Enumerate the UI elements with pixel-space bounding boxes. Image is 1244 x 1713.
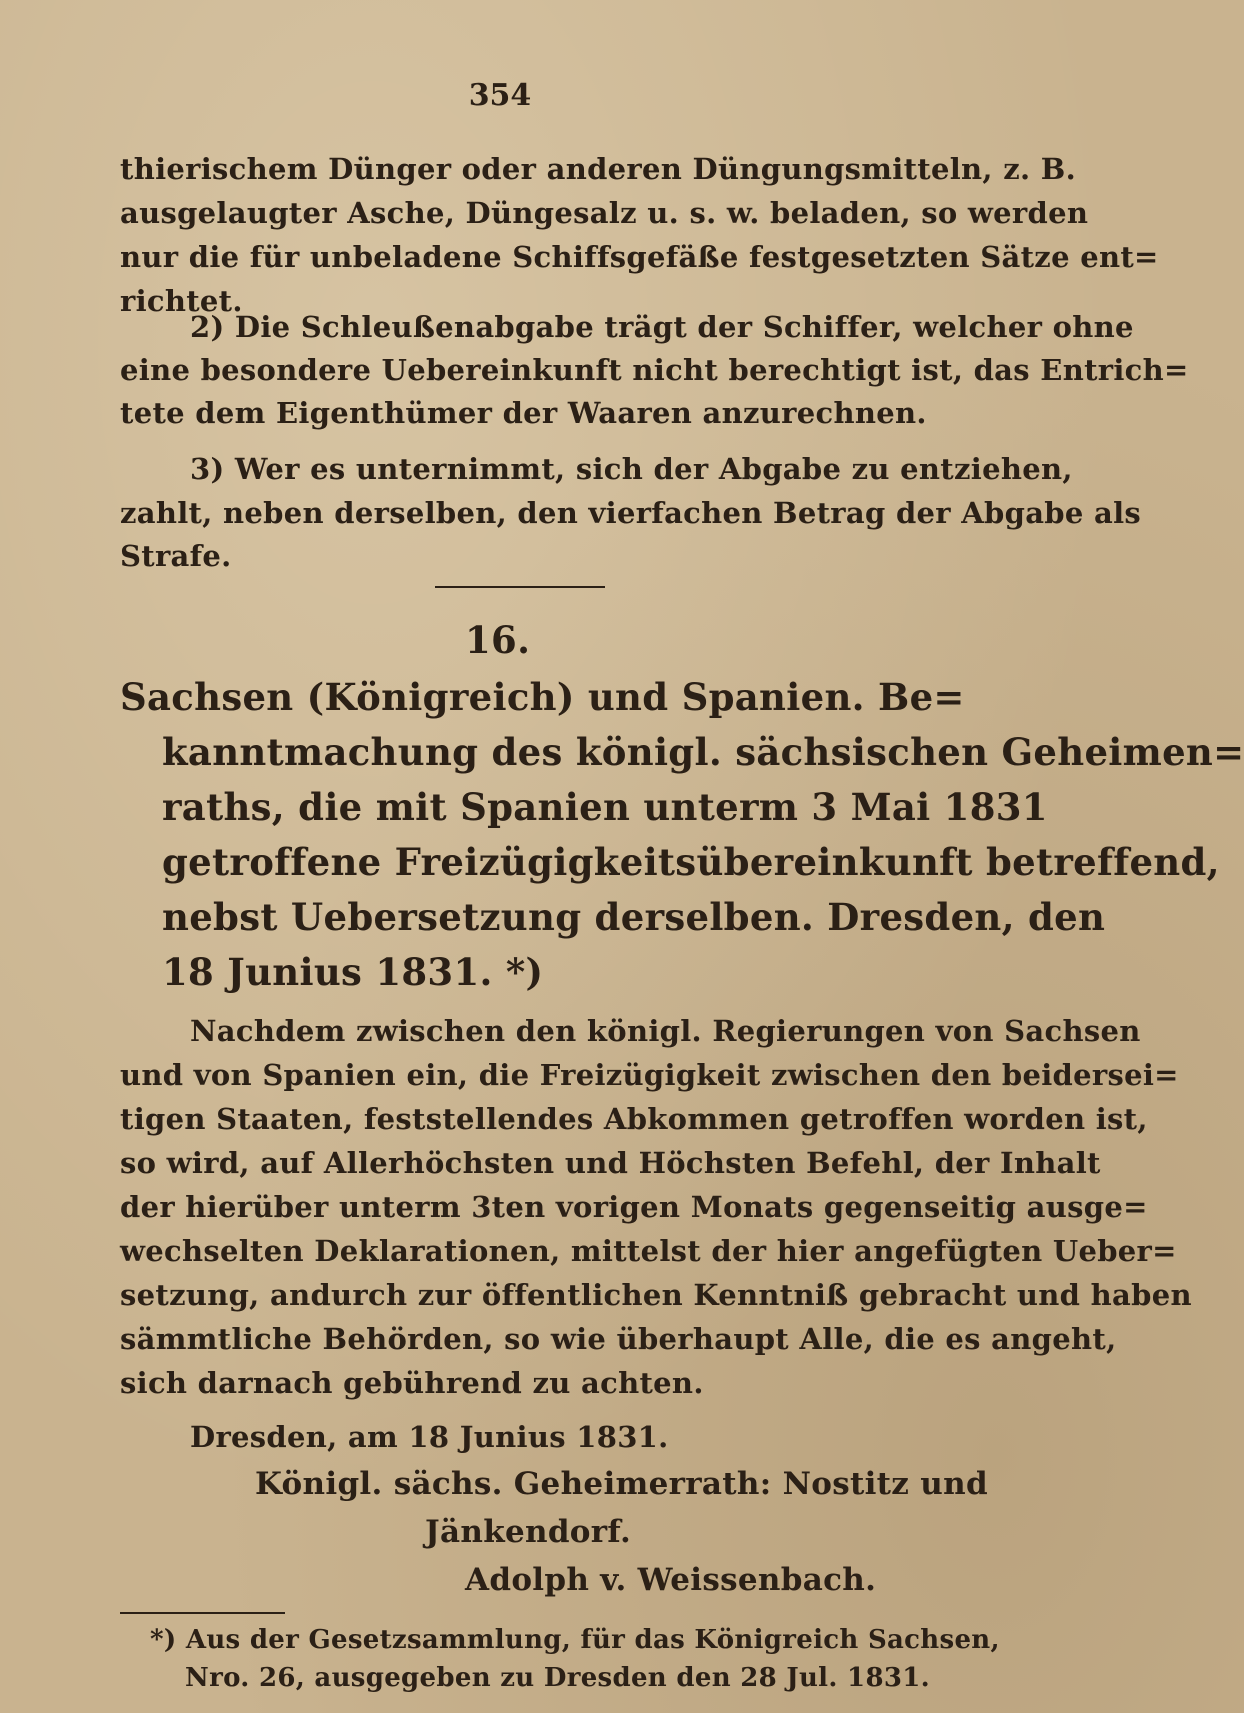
section-heading-line: raths, die mit Spanien unterm 3 Mai 1831 [162,785,1048,829]
paragraph-3-line: zahlt, neben derselben, den vierfachen Betrag der Abgabe als [120,496,1142,530]
section-heading-line: nebst Uebersetzung derselben. Dresden, den [162,895,1106,939]
body-line: sich darnach gebührend zu achten. [120,1366,704,1400]
section-divider [435,586,605,588]
body-line: wechselten Deklarationen, mittelst der hier angefügten Ueber= [120,1234,1177,1268]
paragraph-3-line: Strafe. [120,539,232,573]
body-line: der hierüber unterm 3ten vorigen Monats gegenseitig ausge= [120,1190,1148,1224]
section-heading-line: kanntmachung des königl. sächsischen Geheimen= [162,730,1244,774]
page-number: 354 [468,78,532,113]
footnote-divider [120,1612,285,1614]
paragraph-2-line: eine besondere Uebereinkunft nicht berechtigt ist, das Entrich= [120,353,1189,387]
paragraph-2-line: tete dem Eigenthümer der Waaren anzurechnen. [120,396,927,430]
paragraph-3-line: 3) Wer es unternimmt, sich der Abgabe zu entziehen, [190,452,1073,486]
section-heading-line: 18 Junius 1831. *) [162,950,544,994]
body-line: sämmtliche Behörden, so wie überhaupt Alle, die es angeht, [120,1322,1117,1356]
body-line: tigen Staaten, feststellendes Abkommen getroffen worden ist, [120,1102,1148,1136]
signature-line: Jänkendorf. [425,1514,632,1550]
footnote-line: Nro. 26, ausgegeben zu Dresden den 28 Jul. 1831. [185,1663,930,1693]
body-line: Nachdem zwischen den königl. Regierungen von Sachsen [190,1014,1141,1048]
footnote-line: *) Aus der Gesetzsammlung, für das Königreich Sachsen, [150,1625,1000,1655]
body-line: so wird, auf Allerhöchsten und Höchsten Befehl, der Inhalt [120,1146,1101,1180]
text-line: richtet. [120,284,243,318]
text-line: thierischem Dünger oder anderen Düngungsmitteln, z. B. [120,152,1076,186]
text-line: ausgelaugter Asche, Düngesalz u. s. w. beladen, so werden [120,196,1089,230]
body-line: setzung, andurch zur öffentlichen Kenntniß gebracht und haben [120,1278,1192,1312]
text-line: nur die für unbeladene Schiffsgefäße festgesetzten Sätze ent= [120,240,1159,274]
body-line: und von Spanien ein, die Freizügigkeit zwischen den beidersei= [120,1058,1179,1092]
paragraph-2-line: 2) Die Schleußenabgabe trägt der Schiffer, welcher ohne [190,310,1134,344]
section-number: 16. [465,618,531,662]
section-heading-line: Sachsen (Königreich) und Spanien. Be= [120,675,965,719]
section-heading-line: getroffene Freizügigkeitsübereinkunft betreffend, [162,840,1220,884]
signature-line: Adolph v. Weissenbach. [465,1562,877,1598]
date-line: Dresden, am 18 Junius 1831. [190,1420,669,1454]
signature-line: Königl. sächs. Geheimerrath: Nostitz und [255,1466,988,1502]
